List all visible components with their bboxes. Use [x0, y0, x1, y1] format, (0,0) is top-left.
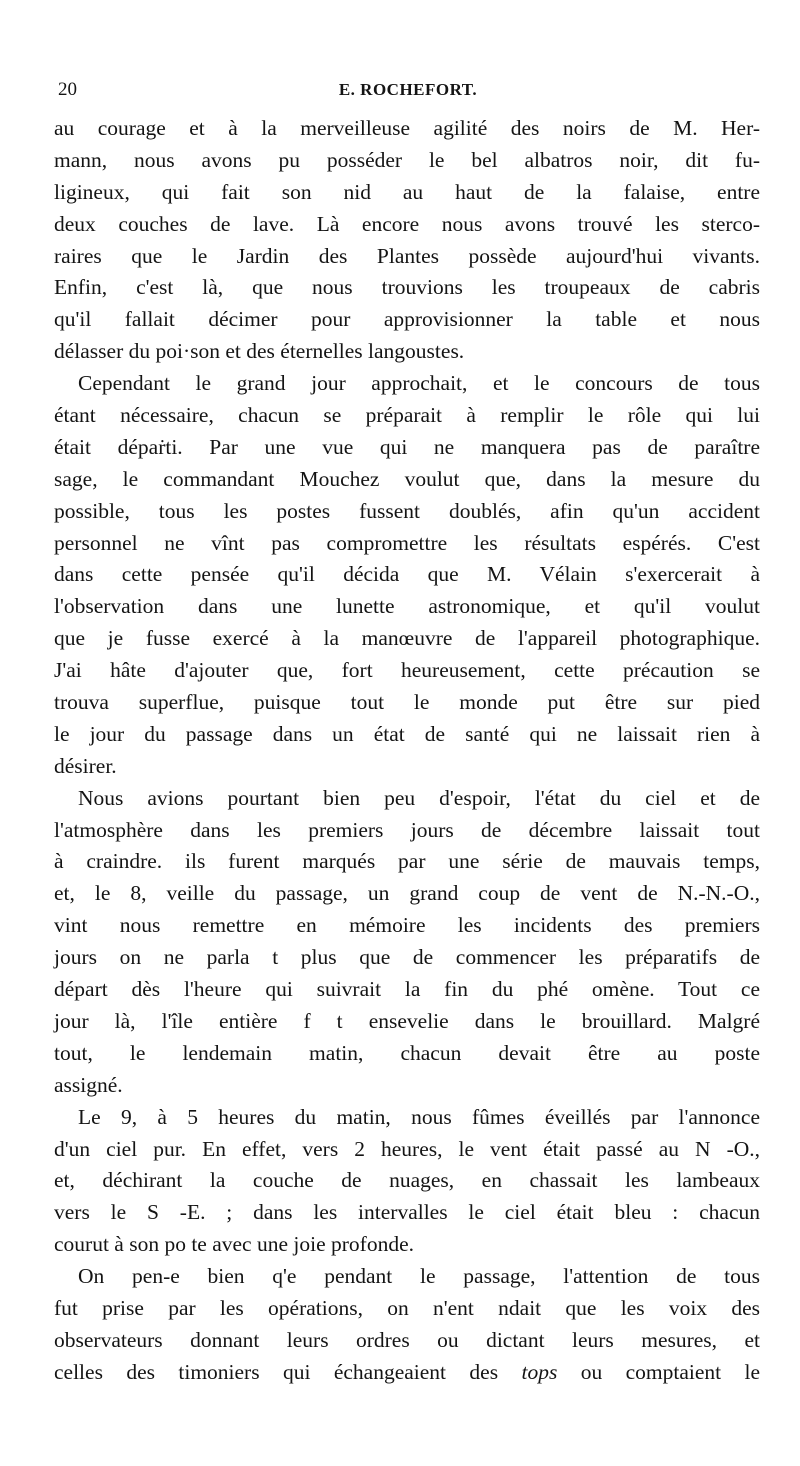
- text-line: le jour du passage dans un état de santé qui ne laissait rien à: [54, 721, 760, 746]
- paragraph-first-line: On pen-e bien q'e pendant le passage, l'attention de tous: [78, 1264, 760, 1289]
- text-line: tout, le lendemain matin, chacun devait être au poste: [54, 1040, 760, 1065]
- text-line: trouva superflue, puisque tout le monde put être sur pied: [54, 690, 760, 715]
- text-line: vint nous remettre en mémoire les incidents des premiers: [54, 913, 760, 938]
- text-line: personnel ne vînt pas compromettre les résultats espérés. C'est: [54, 530, 760, 555]
- line-end: ou comptaient le: [580, 1359, 761, 1384]
- paragraph-first-line: Nous avions pourtant bien peu d'espoir, l'état du ciel et de: [78, 785, 760, 810]
- running-head-author: E. ROCHEFORT.: [338, 80, 478, 99]
- text-line: observateurs donnant leurs ordres ou dictant leurs mesures, et: [54, 1327, 760, 1352]
- page-number: 20: [58, 79, 77, 100]
- text-line: désirer.: [54, 753, 117, 778]
- text-line: [54, 1357, 760, 1389]
- text-line: l'atmosphère dans les premiers jours de décembre laissait tout: [54, 817, 760, 842]
- text-line: délasser du poi·son et des éternelles langoustes.: [54, 339, 465, 364]
- text-line: que je fusse exercé à la manœuvre de l'appareil photographique.: [54, 626, 760, 651]
- text-line: raires que le Jardin des Plantes possède aujourd'hui vivants.: [54, 243, 760, 268]
- text-line: étant nécessaire, chacun se préparait à remplir le rôle qui lui: [54, 403, 760, 428]
- body-text: [54, 113, 760, 1389]
- text-line: courut à son po te avec une joie profonde.: [54, 1232, 414, 1257]
- text-line: et, le 8, veille du passage, un grand coup de vent de N.-N.-O.,: [54, 881, 760, 906]
- text-line: d'un ciel pur. En effet, vers 2 heures, le vent était passé au N -O.,: [54, 1136, 760, 1161]
- paragraph-first-line: Cependant le grand jour approchait, et le concours de tous: [78, 371, 760, 396]
- text-line: vers le S -E. ; dans les intervalles le ciel était bleu : chacun: [54, 1200, 760, 1225]
- text-line: dans cette pensée qu'il décida que M. Vélain s'exercerait à: [54, 562, 760, 587]
- italic-word: tops: [521, 1359, 558, 1384]
- text-line: possible, tous les postes fussent doublés, afin qu'un accident: [54, 498, 760, 523]
- running-head: [58, 78, 758, 102]
- text-line: était dépaṙti. Par une vue qui ne manquera pas de paraître: [54, 434, 760, 459]
- text-line: au courage et à la merveilleuse agilité des noirs de M. Her-: [54, 116, 760, 140]
- paragraph-first-line: Le 9, à 5 heures du matin, nous fûmes éveillés par l'annonce: [78, 1104, 760, 1129]
- text-line: jour là, l'île entière f t ensevelie dans le brouillard. Malgré: [54, 1008, 760, 1033]
- text-line: et, déchirant la couche de nuages, en chassait les lambeaux: [54, 1168, 760, 1193]
- text-line: ligineux, qui fait son nid au haut de la falaise, entre: [54, 179, 760, 204]
- text-line: à craindre. ils furent marqués par une série de mauvais temps,: [54, 849, 760, 874]
- text-line: sage, le commandant Mouchez voulut que, dans la mesure du: [54, 466, 760, 491]
- text-line: l'observation dans une lunette astronomique, et qu'il voulut: [54, 594, 760, 619]
- text-line: départ dès l'heure qui suivrait la fin du phé omène. Tout ce: [54, 977, 760, 1002]
- text-line: mann, nous avons pu posséder le bel albatros noir, dit fu-: [54, 147, 760, 172]
- text-line: J'ai hâte d'ajouter que, fort heureusement, cette précaution se: [54, 658, 760, 683]
- text-line: assigné.: [54, 1072, 123, 1097]
- text-line: fut prise par les opérations, on n'ent ndait que les voix des: [54, 1295, 760, 1320]
- line-start: celles des timoniers qui échangeaient des: [54, 1359, 499, 1384]
- text-line: deux couches de lave. Là encore nous avons trouvé les sterco-: [54, 211, 760, 236]
- text-line: qu'il fallait décimer pour approvisionner la table et nous: [54, 307, 760, 332]
- text-line: jours on ne parla t plus que de commencer les préparatifs de: [54, 945, 760, 970]
- text-line: Enfin, c'est là, que nous trouvions les troupeaux de cabris: [54, 275, 760, 300]
